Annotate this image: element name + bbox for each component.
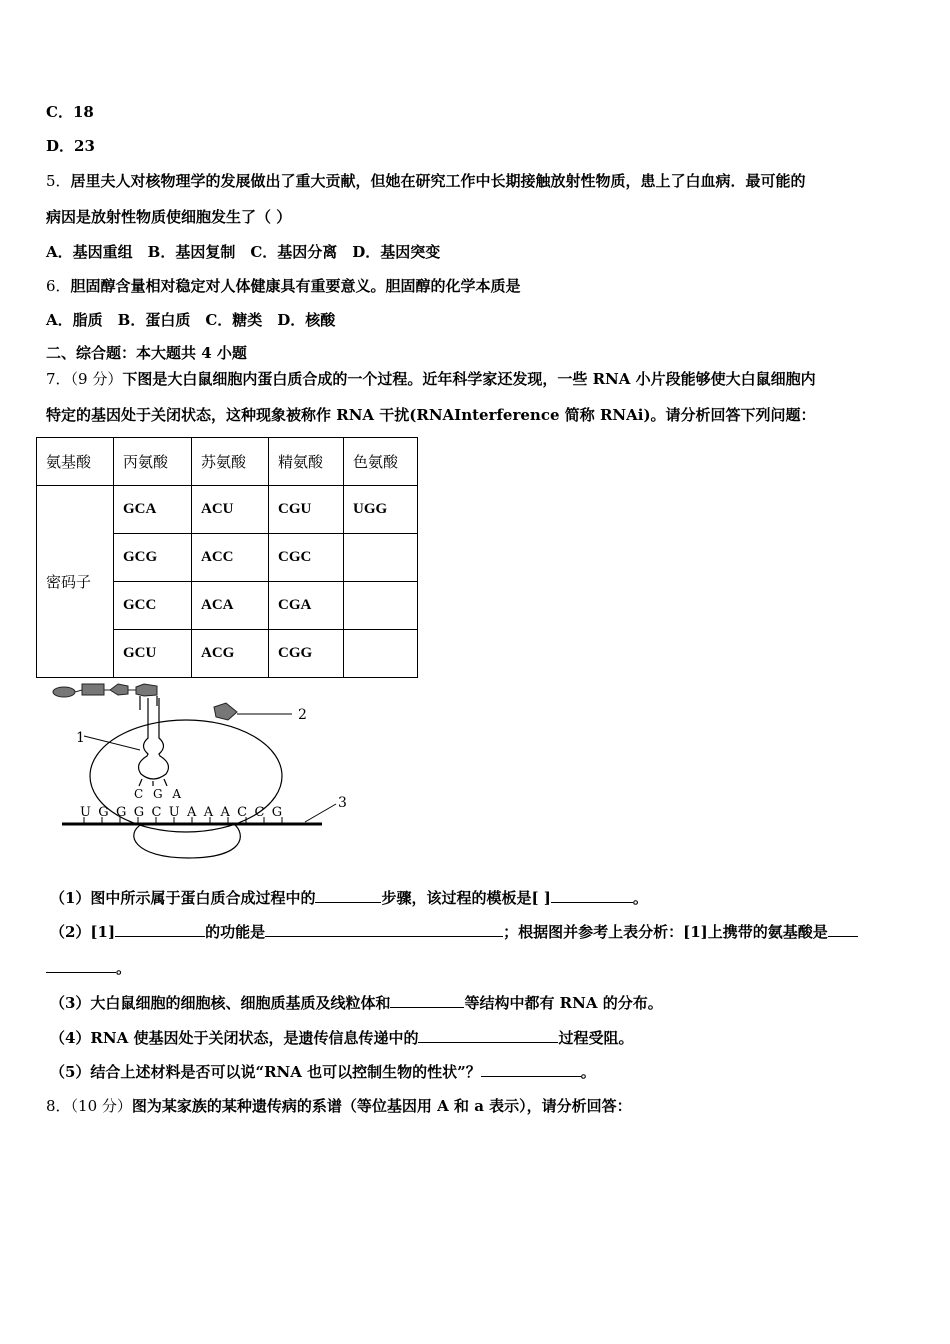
header-cell: 色氨酸 <box>344 438 418 486</box>
amino-acid-2 <box>82 684 104 695</box>
codon-cell: CGG <box>269 630 344 678</box>
sub2-text-b: 的功能是 <box>205 923 266 941</box>
q6-text: 胆固醇含量相对稳定对人体健康具有重要意义。胆固醇的化学本质是 <box>70 277 521 295</box>
q6-line <box>46 276 521 296</box>
answer-blank[interactable] <box>828 922 858 937</box>
q5-line1 <box>46 171 806 191</box>
answer-blank[interactable] <box>551 888 633 903</box>
q7-text1: 下图是大白鼠细胞内蛋白质合成的一个过程。近年科学家还发现，一些 RNA 小片段能够使大白鼠细胞内 <box>122 370 816 388</box>
codon-cell: GCU <box>114 630 192 678</box>
codon-cell: GCG <box>114 534 192 582</box>
amino-acid-1 <box>53 687 75 697</box>
sub4-text-b: 过程受阻。 <box>558 1029 634 1047</box>
q5-options: A．基因重组 B．基因复制 C．基因分离 D．基因突变 <box>46 243 441 261</box>
q7-sub3 <box>50 993 663 1013</box>
answer-blank[interactable] <box>390 993 464 1008</box>
sub1-text-a: （1）图中所示属于蛋白质合成过程中的 <box>50 889 316 907</box>
codon-cell: GCA <box>114 486 192 534</box>
q6-options: A．脂质 B．蛋白质 C．糖类 D．核酸 <box>46 311 336 329</box>
label-3: 3 <box>338 795 347 811</box>
q5-text1: 居里夫人对核物理学的发展做出了重大贡献，但她在研究工作中长期接触放射性物质，患上了白血病．最可能的 <box>70 172 806 190</box>
codon-cell: GCC <box>114 582 192 630</box>
sub5-text-b: 。 <box>580 1063 596 1081</box>
mrna-sequence: U G G G C U A A A C C G <box>80 805 284 820</box>
codon-cell: UGG <box>344 486 418 534</box>
q7-line1 <box>46 369 816 389</box>
codon-cell <box>344 582 418 630</box>
q5-line2: 病因是放射性物质使细胞发生了（ ） <box>46 208 292 226</box>
q8-line <box>46 1096 632 1116</box>
answer-blank[interactable] <box>481 1062 581 1077</box>
answer-blank[interactable] <box>315 888 381 903</box>
header-cell: 精氨酸 <box>269 438 344 486</box>
header-cell: 苏氨酸 <box>192 438 269 486</box>
sub2-text-a: （2）[1] <box>50 923 116 941</box>
q5-number: 5． <box>46 172 71 190</box>
sub4-text-a: （4）RNA 使基因处于关闭状态，是遗传信息传递中的 <box>50 1029 419 1047</box>
answer-blank[interactable] <box>265 922 503 937</box>
sub2-text-d: 。 <box>116 959 132 977</box>
q8-score: （10 分） <box>70 1097 132 1115</box>
section-title: 二、综合题：本大题共 4 小题 <box>46 344 247 362</box>
amino-acid-4 <box>136 684 157 696</box>
q7-number: 7． <box>46 370 71 388</box>
q7-sub5 <box>50 1062 596 1082</box>
q8-text: 图为某家族的某种遗传病的系谱（等位基因用 A 和 a 表示），请分析回答： <box>131 1097 632 1115</box>
option-d: D．23 <box>46 137 95 155</box>
sub2-text-c: ；根据图并参考上表分析：[1]上携带的氨基酸是 <box>503 923 828 941</box>
sub3-text-b: 等结构中都有 RNA 的分布。 <box>464 994 663 1012</box>
q7-sub1 <box>50 888 648 908</box>
sub3-text-a: （3）大白鼠细胞的细胞核、细胞质基质及线粒体和 <box>50 994 391 1012</box>
label-2: 2 <box>298 707 307 723</box>
header-cell: 氨基酸 <box>37 438 114 486</box>
codon-table <box>36 437 418 678</box>
ribosome-small-subunit <box>134 824 241 858</box>
q7-sub4 <box>50 1028 634 1048</box>
codon-cell <box>344 630 418 678</box>
answer-blank[interactable] <box>46 958 116 973</box>
peptide-chain <box>53 684 157 697</box>
anticodon: C G A <box>134 787 185 801</box>
sub1-text-c: 。 <box>632 889 648 907</box>
sub5-text-a: （5）结合上述材料是否可以说“RNA 也可以控制生物的性状”？ <box>50 1063 481 1081</box>
row-label: 密码子 <box>37 486 114 678</box>
answer-blank[interactable] <box>418 1028 558 1043</box>
q7-line2: 特定的基因处于关闭状态，这种现象被称作 RNA 干扰(RNAInterference 简称 RNAi)。请分析回答下列问题： <box>46 406 816 424</box>
codon-cell: CGA <box>269 582 344 630</box>
codon-cell: ACA <box>192 582 269 630</box>
q7-sub2-cont <box>46 958 131 978</box>
trna <box>139 696 169 786</box>
q8-number: 8． <box>46 1097 71 1115</box>
table-row <box>37 486 418 534</box>
q6-number: 6． <box>46 277 71 295</box>
sub1-text-b: 步骤，该过程的模板是[ ] <box>381 889 551 907</box>
free-amino-acid <box>214 703 237 720</box>
codon-cell: CGC <box>269 534 344 582</box>
codon-cell: CGU <box>269 486 344 534</box>
answer-blank[interactable] <box>115 922 205 937</box>
amino-acid-3 <box>110 684 128 695</box>
header-cell: 丙氨酸 <box>114 438 192 486</box>
codon-cell: ACU <box>192 486 269 534</box>
codon-cell <box>344 534 418 582</box>
label-1: 1 <box>76 730 85 746</box>
codon-cell: ACG <box>192 630 269 678</box>
option-c: C．18 <box>46 103 94 121</box>
q7-score: （9 分） <box>70 370 123 388</box>
codon-cell: ACC <box>192 534 269 582</box>
q7-sub2 <box>50 922 858 942</box>
table-header-row <box>37 438 418 486</box>
translation-diagram <box>40 676 360 866</box>
